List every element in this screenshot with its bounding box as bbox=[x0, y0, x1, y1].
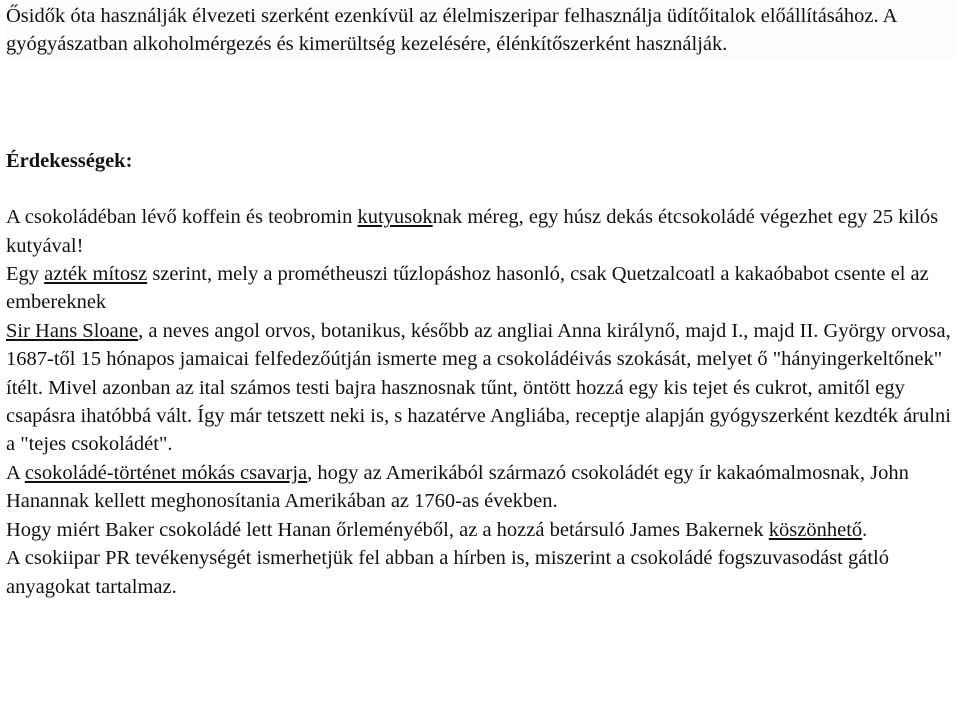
paragraph-pr-activity: A csokiipar PR tevékenységét ismerhetjük fel abban a hírben is, miszerint a csokoládé fogszuvasodást gátló anyagokat tartalmaz. bbox=[6, 547, 889, 598]
link-kutyusok[interactable]: kutyusok bbox=[357, 206, 433, 229]
document-page bbox=[6, 2, 956, 601]
section-body bbox=[6, 203, 956, 601]
p1-text-before: A csokoládéban lévő koffein és teobromin bbox=[6, 206, 358, 229]
paragraph-baker-chocolate bbox=[6, 516, 956, 544]
intro-block bbox=[6, 2, 956, 59]
link-azték-mitosz[interactable]: azték mítosz bbox=[44, 263, 148, 286]
p3-text-after: , a neves angol orvos, botanikus, később az angliai Anna királynő, majd I., majd II. György orvosa, 1687-től 15 hónapos jamaicai felfedezőútján ismerte meg a csokoládéivás szokását, melyet ő "hányingerkeltőnek" ítélt. Mivel azonban az ital számos testi bajra hasznosnak tűnt, öntött hozzá egy kis tejet és cukrot, amitől egy csapásra ihatóbbá vált. Így már tetszett neki is, s hazatérve Angliába, receptje alapján gyógyszerként kezdték árulni a "tejes csokoládét". bbox=[6, 319, 951, 456]
paragraph-chocolate-story bbox=[6, 459, 956, 516]
p2-text-after: szerint, mely a prométheuszi tűzlopáshoz hasonló, csak Quetzalcoatl a kakaóbabot csente el az embereknek bbox=[6, 263, 929, 314]
link-sir-hans-sloane[interactable]: Sir Hans Sloane bbox=[6, 319, 139, 342]
paragraph-hans-sloane bbox=[6, 317, 956, 459]
link-koszonheto[interactable]: köszönhető bbox=[768, 518, 863, 541]
paragraph-dog-toxicity bbox=[6, 203, 956, 260]
section-heading: Érdekességek: bbox=[6, 149, 133, 172]
p5-text-after: . bbox=[862, 518, 868, 541]
paragraph-aztec-myth bbox=[6, 260, 956, 317]
link-chocolate-history-twist[interactable]: csokoládé-történet mókás csavarja bbox=[24, 461, 308, 484]
p5-text-before: Hogy miért Baker csokoládé lett Hanan őrleményéből, az a hozzá betársuló James Bakernek bbox=[6, 518, 769, 541]
p4-text-after: , hogy az Amerikából származó csokoládét egy ír kakaómalmosnak, John Hanannak kellett meghonosítania Amerikában az 1760-as években. bbox=[6, 461, 909, 513]
intro-paragraph: Ősidők óta használják élvezeti szerként ezenkívül az élelmiszeripar felhasználja üdítőitalok előállításához. A gyógyászatban alkoholmérgezés és kimerültség kezelésére, élénkítőszerként használják. bbox=[6, 5, 897, 56]
p1-text-after: nak méreg, egy húsz dekás étcsokoládé végezhet egy 25 kilós kutyával! bbox=[6, 206, 939, 257]
p4-text-before: A bbox=[6, 461, 25, 484]
p2-text-before: Egy bbox=[6, 263, 45, 286]
